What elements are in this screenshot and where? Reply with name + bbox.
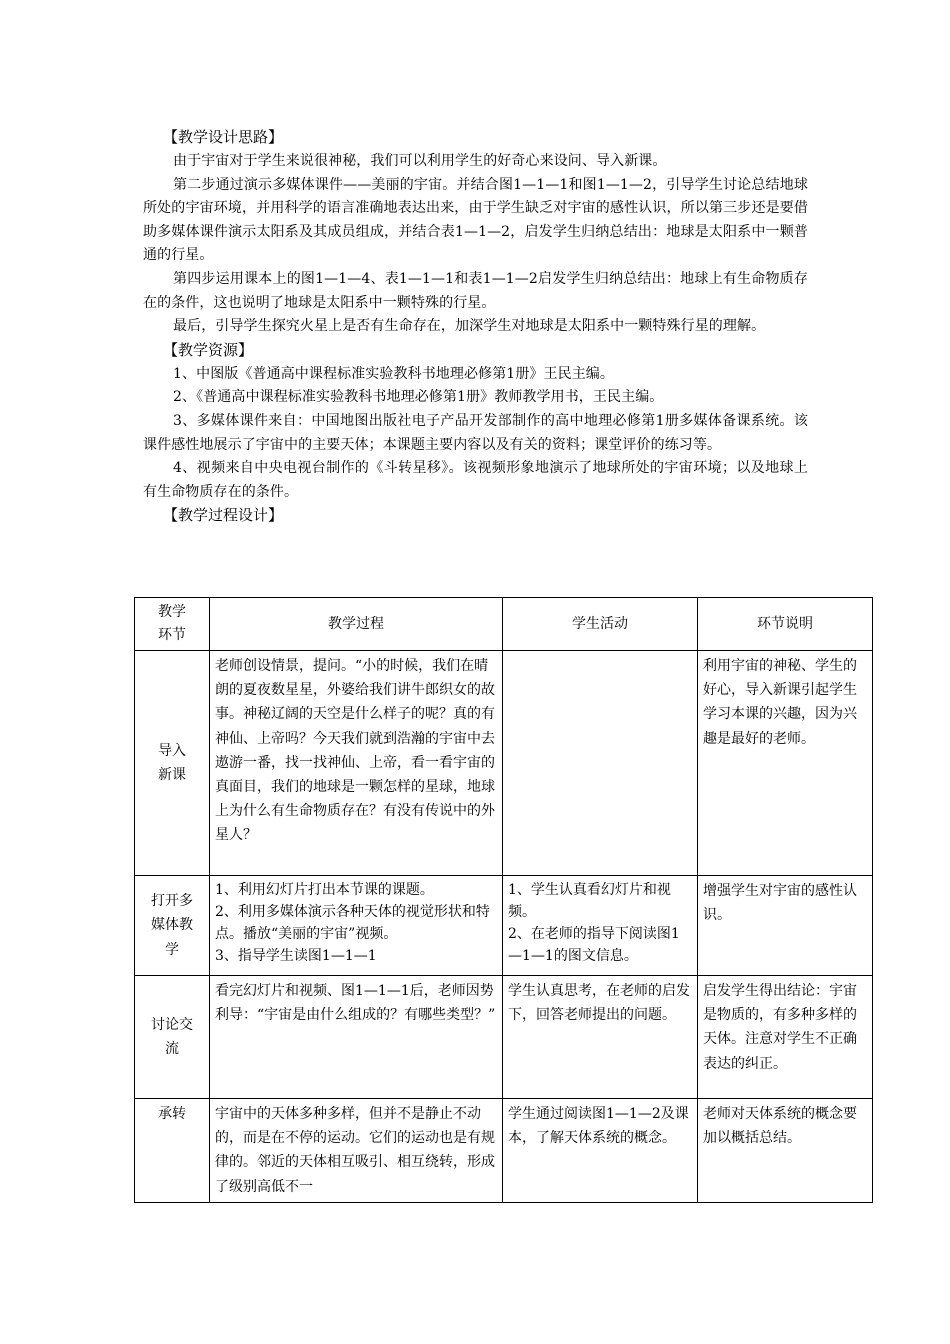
- note-cell: 老师对天体系统的概念要加以概括总结。: [698, 1099, 873, 1203]
- table-row: [135, 651, 873, 876]
- student-cell: [503, 651, 698, 876]
- process-heading: 【教学过程设计】: [163, 506, 284, 525]
- col-header-process: 教学过程: [210, 598, 503, 651]
- resource-item-2: 2、《普通高中课程标准实验教科书地理必修第1册》教师教学用书，王民主编。: [173, 389, 664, 406]
- process-cell: 宇宙中的天体多种多样，但并不是静止不动的，而是在不停的运动。它们的运动也是有规律的。邻近的天体相互吸引、相互绕转，形成了级别高低不一: [210, 1099, 503, 1203]
- resource-item-1: 1、中图版《普通高中课程标准实验教科书地理必修第1册》王民主编。: [173, 365, 615, 382]
- design-paragraph-2: 第二步通过演示多媒体课件——美丽的宇宙。并结合图1—1—1和图1—1—2，引导学生讨论总结地球所处的宇宙环境，并用科学的语言准确地表达出来，由于学生缺乏对宇宙的感性认识，所以第三步还是要借助多媒体课件演示太阳系及其成员组成，并结合表1—1—2，启发学生归纳总结出：地球是太阳系中一颗普通的行星。: [143, 176, 808, 264]
- design-paragraph-4: 最后，引导学生探究火星上是否有生命存在，加深学生对地球是太阳系中一颗特殊行星的理解。: [173, 318, 766, 335]
- process-table: [134, 597, 873, 1203]
- student-cell: 学生认真思考，在老师的启发下，回答老师提出的问题。: [503, 976, 698, 1099]
- resource-item-4: 4、视频来自中央电视台制作的《斗转星移》。该视频形象地演示了地球所处的宇宙环境；以及地球上有生命物质存在的条件。: [143, 460, 808, 500]
- resource-item-3: 3、多媒体课件来自：中国地图出版社电子产品开发部制作的高中地理必修第1册多媒体备课系统。该课件感性地展示了宇宙中的主要天体；本课题主要内容以及有关的资料；课堂评价的练习等。: [143, 412, 808, 453]
- section-cell: 讨论交 流: [135, 976, 210, 1099]
- col-header-section: 教学 环节: [135, 598, 210, 651]
- section-cell: 导入 新课: [135, 651, 210, 876]
- note-cell: 利用宇宙的神秘、学生的好心，导入新课引起学生学习本课的兴趣，因为兴趣是最好的老师。: [698, 651, 873, 876]
- note-cell: 增强学生对宇宙的感性认识。: [698, 876, 873, 976]
- table-row: [135, 976, 873, 1099]
- process-cell: 看完幻灯片和视频、图1—1—1后，老师因势利导：“宇宙是由什么组成的？有哪些类型？”: [210, 976, 503, 1099]
- design-paragraph-3: 第四步运用课本上的图1—1—4、表1—1—1和表1—1—2启发学生归纳总结出：地球上有生命物质存在的条件，这也说明了地球是太阳系中一颗特殊的行星。: [143, 270, 808, 311]
- design-paragraph-1: 由于宇宙对于学生来说很神秘，我们可以利用学生的好奇心来设问、导入新课。: [173, 153, 667, 169]
- process-cell: 1、利用幻灯片打出本节课的课题。 2、利用多媒体演示各种天体的视觉形状和特点。播放“美丽的宇宙”视频。 3、指导学生读图1—1—1: [210, 876, 503, 976]
- design-heading: 【教学设计思路】: [163, 128, 284, 146]
- resources-heading: 【教学资源】: [163, 340, 254, 359]
- student-cell: 1、学生认真看幻灯片和视频。 2、在老师的指导下阅读图1—1—1的图文信息。: [503, 876, 698, 976]
- col-header-note: 环节说明: [698, 598, 873, 651]
- table-header-row: [135, 598, 873, 651]
- col-header-student: 学生活动: [503, 598, 698, 651]
- section-cell: 承转: [135, 1099, 210, 1203]
- table-row: [135, 876, 873, 976]
- table-row: [135, 1099, 873, 1203]
- section-cell: 打开多 媒体教 学: [135, 876, 210, 976]
- process-cell: 老师创设情景，提问。“小的时候，我们在晴朗的夏夜数星星，外婆给我们讲牛郎织女的故事。神秘辽阔的天空是什么样子的呢？真的有神仙、上帝吗？今天我们就到浩瀚的宇宙中去遨游一番，找一找神仙、上帝，看一看宇宙的真面目，我们的地球是一颗怎样的星球，地球上为什么有生命物质存在？有没有传说中的外星人？: [210, 651, 503, 876]
- note-cell: 启发学生得出结论：宇宙是物质的，有多种多样的天体。注意对学生不正确表达的纠正。: [698, 976, 873, 1099]
- student-cell: 学生通过阅读图1—1—2及课本，了解天体系统的概念。: [503, 1099, 698, 1203]
- document-body: [143, 126, 808, 528]
